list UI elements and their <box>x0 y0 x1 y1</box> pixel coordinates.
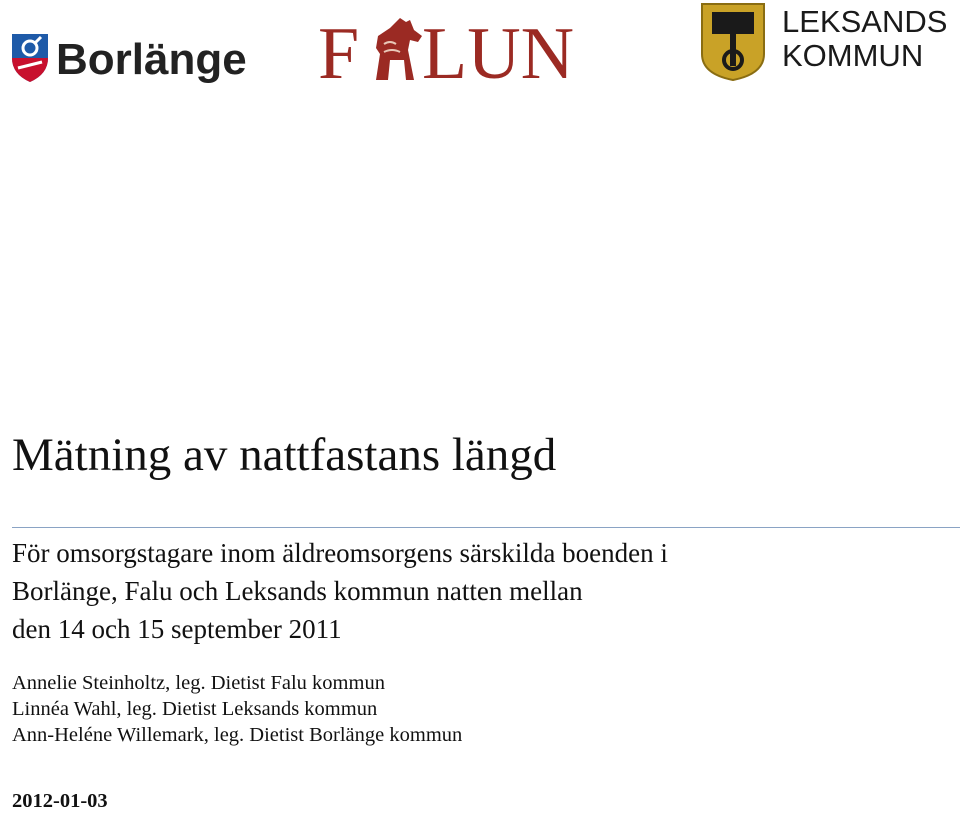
title-divider <box>12 527 960 528</box>
leksands-logo <box>700 2 955 82</box>
falun-logo-text-left: F <box>318 14 360 86</box>
leksands-logo-line2: KOMMUN <box>782 38 924 73</box>
borlange-shield-icon <box>10 28 282 88</box>
author-line: Ann-Heléne Willemark, leg. Dietist Borlänge kommun <box>12 724 463 746</box>
dala-horse-icon <box>376 18 422 80</box>
author-line: Linnéa Wahl, leg. Dietist Leksands kommun <box>12 698 378 720</box>
subtitle-line: den 14 och 15 september 2011 <box>12 614 342 644</box>
subtitle-line: Borlänge, Falu och Leksands kommun natten mellan <box>12 576 583 606</box>
document-title: Mätning av nattfastans längd <box>12 429 557 481</box>
document-date: 2012-01-03 <box>12 790 108 812</box>
document-subtitle <box>12 534 912 648</box>
leksands-shield-icon <box>702 4 764 80</box>
falun-logo <box>318 14 643 86</box>
author-list <box>12 670 462 748</box>
subtitle-line: För omsorgstagare inom äldreomsorgens särskilda boenden i <box>12 538 668 568</box>
author-line: Annelie Steinholtz, leg. Dietist Falu kommun <box>12 672 385 694</box>
falun-logo-text-right: LUN <box>422 14 575 86</box>
borlange-logo <box>10 28 282 88</box>
leksands-logo-line1: LEKSANDS <box>782 4 948 39</box>
borlange-logo-text: Borlänge <box>56 35 247 84</box>
